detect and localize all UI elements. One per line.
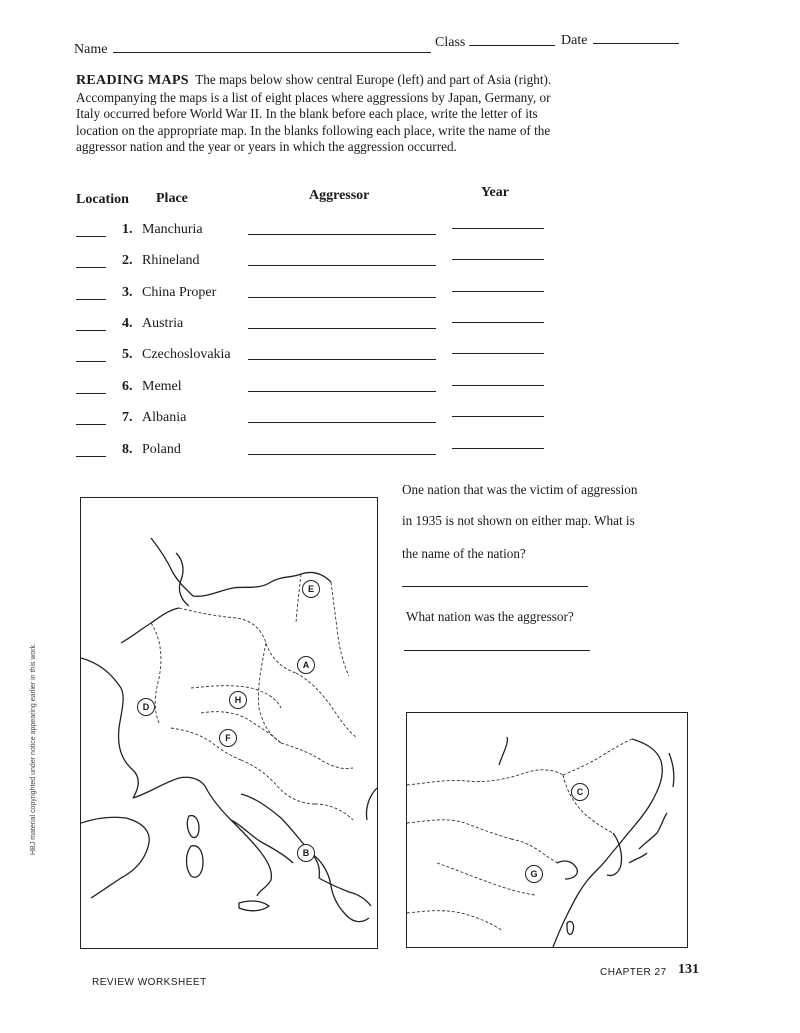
column-place: Place	[156, 191, 188, 206]
location-field[interactable]	[76, 361, 106, 362]
column-year: Year	[481, 185, 509, 200]
place-name: Albania	[142, 410, 187, 425]
place-name: Memel	[142, 379, 182, 394]
list-item	[76, 442, 556, 462]
item-number: 7.	[122, 410, 133, 425]
aggressor-field[interactable]	[248, 265, 436, 266]
date-label: Date	[561, 33, 588, 48]
date-field[interactable]	[593, 43, 679, 44]
year-field[interactable]	[452, 385, 544, 386]
footer-chapter: CHAPTER 27	[600, 967, 667, 978]
name-label: Name	[74, 42, 108, 57]
aggressor-field[interactable]	[248, 454, 436, 455]
place-name: Czechoslovakia	[142, 347, 231, 362]
question-1-line-2: in 1935 is not shown on either map. What is	[402, 513, 635, 528]
list-item	[76, 410, 556, 430]
location-field[interactable]	[76, 267, 106, 268]
item-number: 4.	[122, 316, 133, 331]
location-field[interactable]	[76, 393, 106, 394]
place-name: Manchuria	[142, 222, 203, 237]
europe-map-outline	[81, 498, 377, 948]
year-field[interactable]	[452, 228, 544, 229]
place-name: Poland	[142, 442, 181, 457]
aggressor-field[interactable]	[248, 234, 436, 235]
column-location: Location	[76, 192, 129, 207]
aggressor-field[interactable]	[248, 328, 436, 329]
question-2: What nation was the aggressor?	[406, 609, 574, 624]
class-field[interactable]	[469, 45, 555, 46]
list-item	[76, 379, 556, 399]
location-field[interactable]	[76, 299, 106, 300]
class-label: Class	[435, 35, 466, 50]
map-marker-g: G	[525, 865, 543, 883]
question-2-answer-field[interactable]	[404, 650, 590, 651]
place-name: Rhineland	[142, 253, 200, 268]
instructions-heading: READING MAPS	[76, 73, 189, 88]
asia-map	[406, 712, 688, 948]
question-1-line-3: the name of the nation?	[402, 546, 526, 561]
year-field[interactable]	[452, 416, 544, 417]
copyright-notice: HBJ material copyrighted under notice appearing earlier in this work.	[30, 642, 37, 855]
location-field[interactable]	[76, 424, 106, 425]
name-field[interactable]	[113, 52, 431, 53]
list-item	[76, 285, 556, 305]
column-aggressor: Aggressor	[309, 188, 370, 203]
item-number: 2.	[122, 253, 133, 268]
location-field[interactable]	[76, 330, 106, 331]
list-item	[76, 316, 556, 336]
item-number: 5.	[122, 347, 133, 362]
map-marker-d: D	[137, 698, 155, 716]
map-marker-h: H	[229, 691, 247, 709]
location-field[interactable]	[76, 236, 106, 237]
item-number: 1.	[122, 222, 133, 237]
map-marker-b: B	[297, 844, 315, 862]
location-field[interactable]	[76, 456, 106, 457]
page-number: 131	[678, 962, 699, 977]
aggressor-field[interactable]	[248, 391, 436, 392]
map-marker-c: C	[571, 783, 589, 801]
aggressor-field[interactable]	[248, 359, 436, 360]
map-marker-f: F	[219, 729, 237, 747]
year-field[interactable]	[452, 259, 544, 260]
instructions	[76, 72, 576, 156]
list-item	[76, 347, 556, 367]
map-marker-e: E	[302, 580, 320, 598]
year-field[interactable]	[452, 353, 544, 354]
list-item	[76, 222, 556, 242]
item-number: 6.	[122, 379, 133, 394]
aggressor-field[interactable]	[248, 422, 436, 423]
question-1-answer-field[interactable]	[402, 586, 588, 587]
place-name: Austria	[142, 316, 184, 331]
list-item	[76, 253, 556, 273]
instructions-text: The maps below show central Europe (left) and part of Asia (right). Accompanying the maps is a list of eight places where aggressions by Japan, Germany, or Italy occurred before World War II. In the blank before each place, write the letter of its location on the appropriate map. In the blanks following each place, write the name of the aggressor nation and the year or years in which the aggression occurred.	[76, 72, 552, 154]
map-marker-a: A	[297, 656, 315, 674]
aggressor-field[interactable]	[248, 297, 436, 298]
year-field[interactable]	[452, 448, 544, 449]
question-1-line-1: One nation that was the victim of aggression	[402, 482, 638, 497]
item-number: 8.	[122, 442, 133, 457]
footer-left: REVIEW WORKSHEET	[92, 977, 207, 988]
year-field[interactable]	[452, 322, 544, 323]
year-field[interactable]	[452, 291, 544, 292]
place-name: China Proper	[142, 285, 217, 300]
asia-map-outline	[407, 713, 687, 947]
europe-map	[80, 497, 378, 949]
item-number: 3.	[122, 285, 133, 300]
